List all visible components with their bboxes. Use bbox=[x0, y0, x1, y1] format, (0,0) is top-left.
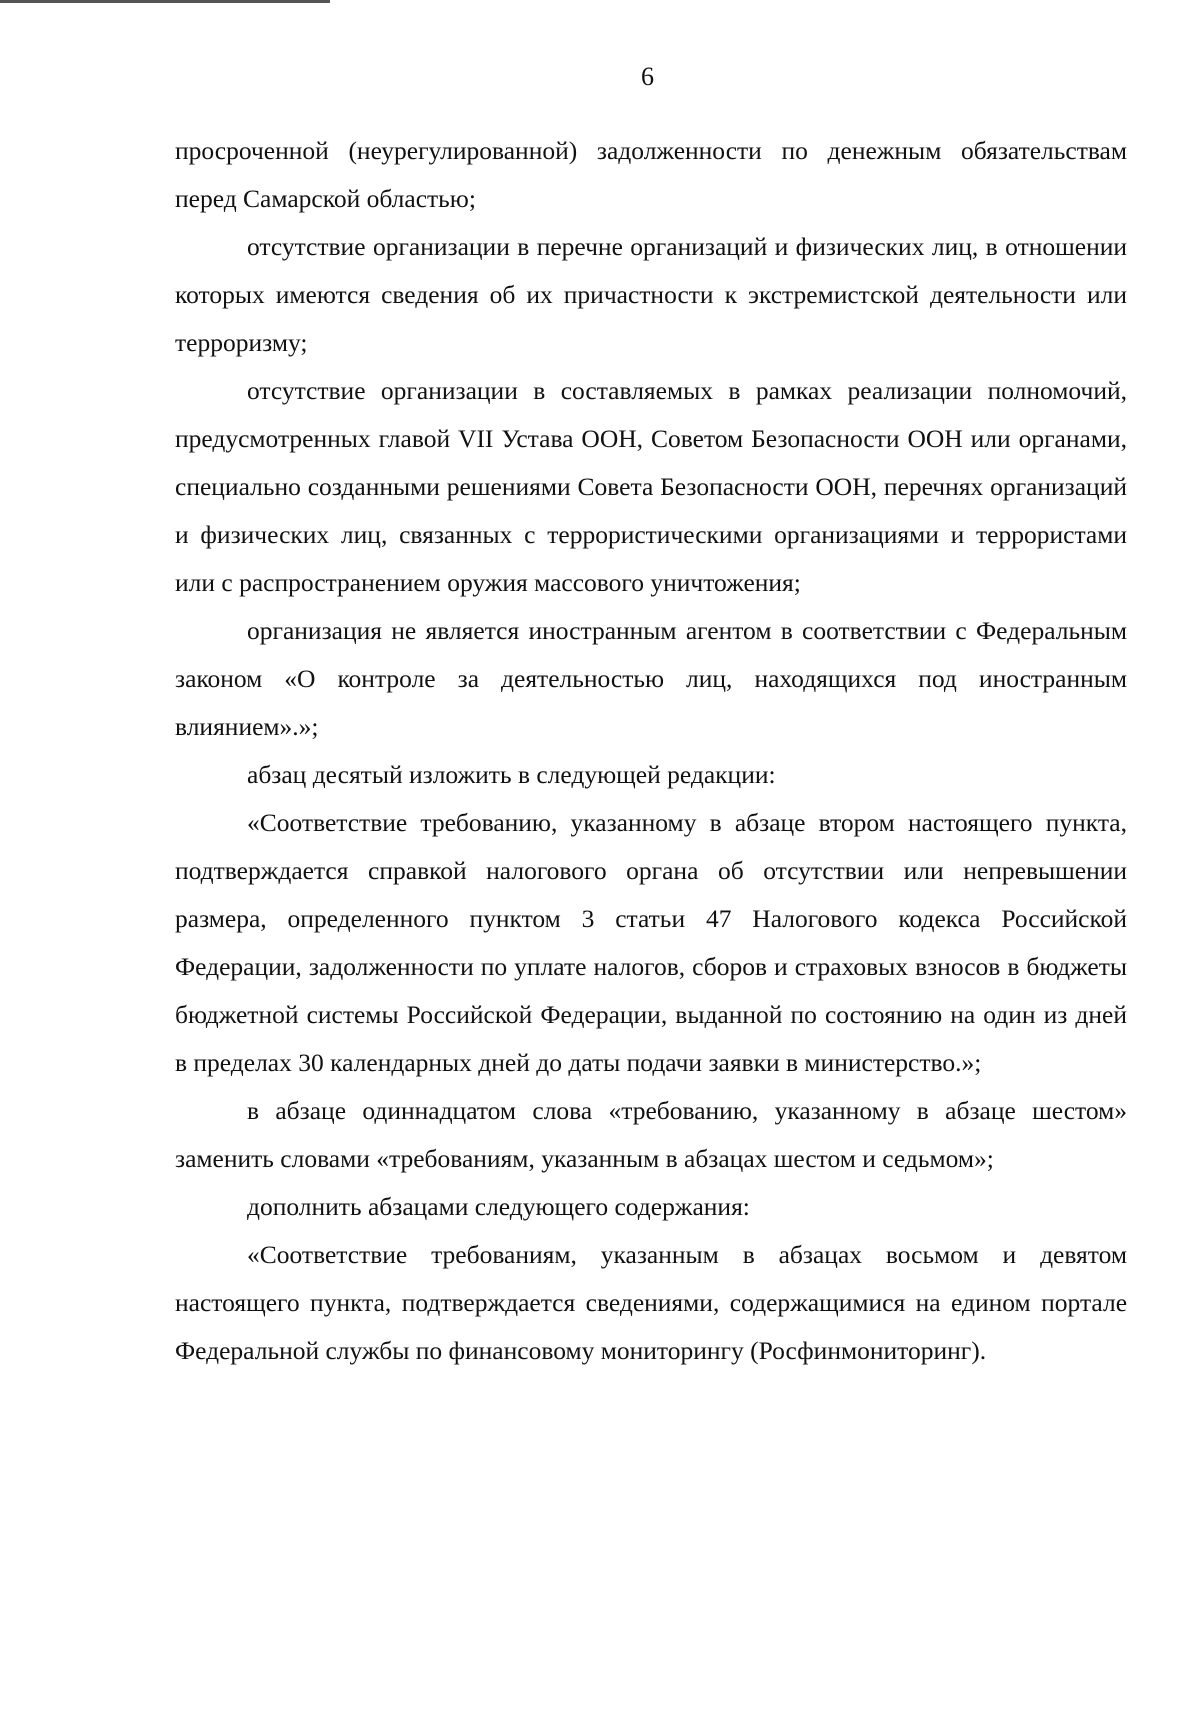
paragraph-extremism-list bbox=[175, 223, 1127, 367]
paragraph-un-security-council-list bbox=[175, 367, 1127, 607]
paragraph-tax-certificate bbox=[175, 799, 1127, 1087]
text-line: просроченной (неурегулированной) задолженности по денежным bbox=[175, 136, 942, 165]
text-line: (Росфинмониторинг). bbox=[750, 1336, 987, 1365]
text-line: обязательствам перед Самарской областью; bbox=[175, 136, 1128, 213]
text-line: Безопасности ООН или органами, специально созданными решениями bbox=[175, 424, 1127, 501]
text-line: выданной по состоянию на один из дней в пределах 30 календарных дней до bbox=[175, 1000, 1127, 1077]
paragraph-rosfinmonitoring bbox=[175, 1231, 1127, 1375]
paragraph-ten-instruction bbox=[175, 751, 1127, 799]
text-line: седьмом»; bbox=[882, 1144, 994, 1173]
text-line: отсутствие организации в перечне организаций и физических лиц, в bbox=[247, 232, 998, 261]
text-line: страховых взносов в бюджеты бюджетной системы Российской Федерации, bbox=[175, 952, 1128, 1029]
text-line: «Соответствие требованиям, указанным в абзацах восьмом и девятом bbox=[247, 1240, 1127, 1269]
scan-edge-rule bbox=[0, 0, 330, 3]
text-line: иностранным влиянием».»; bbox=[175, 664, 1128, 741]
paragraph-foreign-agent bbox=[175, 607, 1127, 751]
text-line: распространением оружия массового уничтожения; bbox=[239, 568, 801, 597]
text-line: даты подачи заявки в министерство.»; bbox=[568, 1048, 982, 1077]
text-line: кодекса Российской Федерации, задолженности по уплате налогов, сборов и bbox=[175, 904, 1127, 981]
paragraph-continuation bbox=[175, 127, 1127, 223]
text-line: портале Федеральной службы по финансовому мониторингу bbox=[175, 1288, 1128, 1365]
text-line: дополнить абзацами следующего содержания: bbox=[247, 1192, 750, 1221]
text-line: «Соответствие требованию, указанному в абзаце втором настоящего bbox=[247, 808, 1033, 837]
text-line: деятельности или терроризму; bbox=[175, 280, 1127, 357]
text-line: пункта, подтверждается справкой налогового органа об отсутствии или bbox=[175, 808, 1127, 885]
text-line: связанных с террористическими организациями и террористами или с bbox=[175, 520, 1128, 597]
text-line: полномочий, предусмотренных главой VII Устава ООН, Советом bbox=[175, 376, 1128, 453]
text-line: отсутствие организации в составляемых в рамках реализации bbox=[247, 376, 973, 405]
page-number: 6 bbox=[641, 62, 654, 91]
text-line: отношении которых имеются сведения об их причастности к экстремистской bbox=[175, 232, 1128, 309]
paragraph-eleven-instruction bbox=[175, 1087, 1127, 1183]
text-line: шестом» заменить словами «требованиям, указанным в абзацах шестом и bbox=[175, 1096, 1128, 1173]
text-line: Совета Безопасности ООН, перечнях организаций и физических лиц, bbox=[175, 472, 1127, 549]
text-line: Федеральным законом «О контроле за деятельностью лиц, находящихся под bbox=[175, 616, 1128, 693]
text-line: в абзаце одиннадцатом слова «требованию, указанному в абзаце bbox=[247, 1096, 1016, 1125]
text-line: непревышении размера, определенного пунктом 3 статьи 47 Налогового bbox=[175, 856, 1128, 933]
text-line: организация не является иностранным агентом в соответствии с bbox=[247, 616, 967, 645]
paragraph-addition-instruction bbox=[175, 1183, 1127, 1231]
text-line: настоящего пункта, подтверждается сведениями, содержащимися на едином bbox=[175, 1288, 1031, 1317]
text-line: абзац десятый изложить в следующей редакции: bbox=[247, 760, 776, 789]
document-body bbox=[175, 127, 1127, 1375]
